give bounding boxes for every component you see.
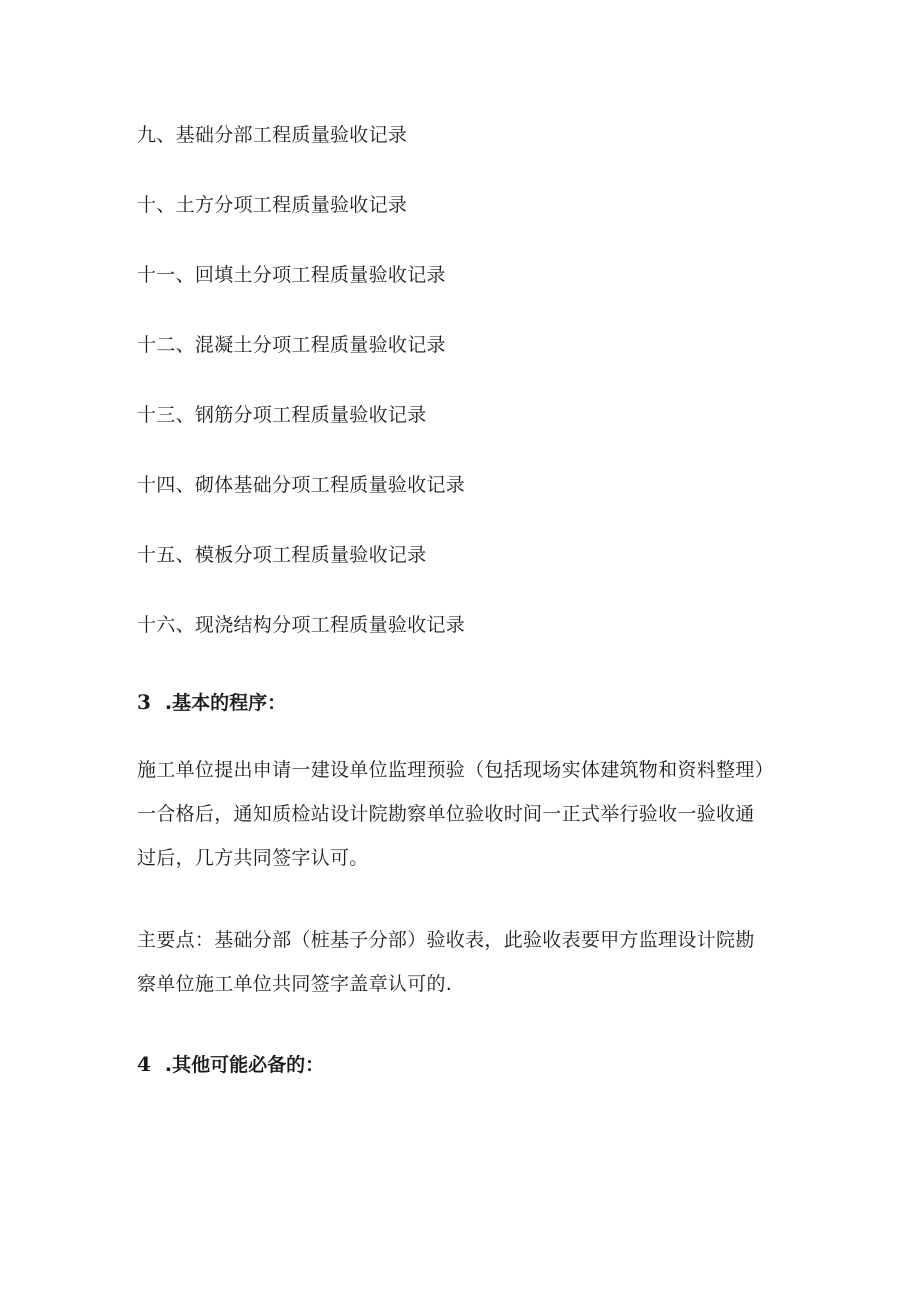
list-item: 十四、砌体基础分项工程质量验收记录 <box>137 474 466 496</box>
list-item: 十五、模板分项工程质量验收记录 <box>137 544 427 566</box>
paragraph-line: 一合格后，通知质检站设计院勘察单位验收时间一正式举行验收一验收通 <box>137 803 755 825</box>
list-item: 十一、回填土分项工程质量验收记录 <box>137 264 446 286</box>
list-item: 十二、混凝土分项工程质量验收记录 <box>137 334 446 356</box>
keypoints-paragraph <box>137 918 837 1006</box>
list-item: 十三、钢筋分项工程质量验收记录 <box>137 404 427 426</box>
procedure-paragraph <box>137 748 837 880</box>
paragraph-line: 察单位施工单位共同签字盖章认可的. <box>137 973 453 995</box>
paragraph-line: 过后，几方共同签字认可。 <box>137 847 369 869</box>
section-title: .其他可能必备的： <box>164 1054 325 1076</box>
section-heading-4 <box>137 1052 324 1077</box>
list-item: 十六、现浇结构分项工程质量验收记录 <box>137 614 466 636</box>
section-number: 4 <box>137 1052 151 1076</box>
list-item: 九、基础分部工程质量验收记录 <box>137 124 408 146</box>
section-title: .基本的程序： <box>164 692 287 714</box>
section-heading-3 <box>137 690 286 715</box>
paragraph-line: 主要点：基础分部（桩基子分部）验收表，此验收表要甲方监理设计院勘 <box>137 929 755 951</box>
paragraph-line: 施工单位提出申请一建设单位监理预验（包括现场实体建筑物和资料整理） <box>137 759 774 781</box>
list-item: 十、土方分项工程质量验收记录 <box>137 194 408 216</box>
section-number: 3 <box>137 690 151 714</box>
